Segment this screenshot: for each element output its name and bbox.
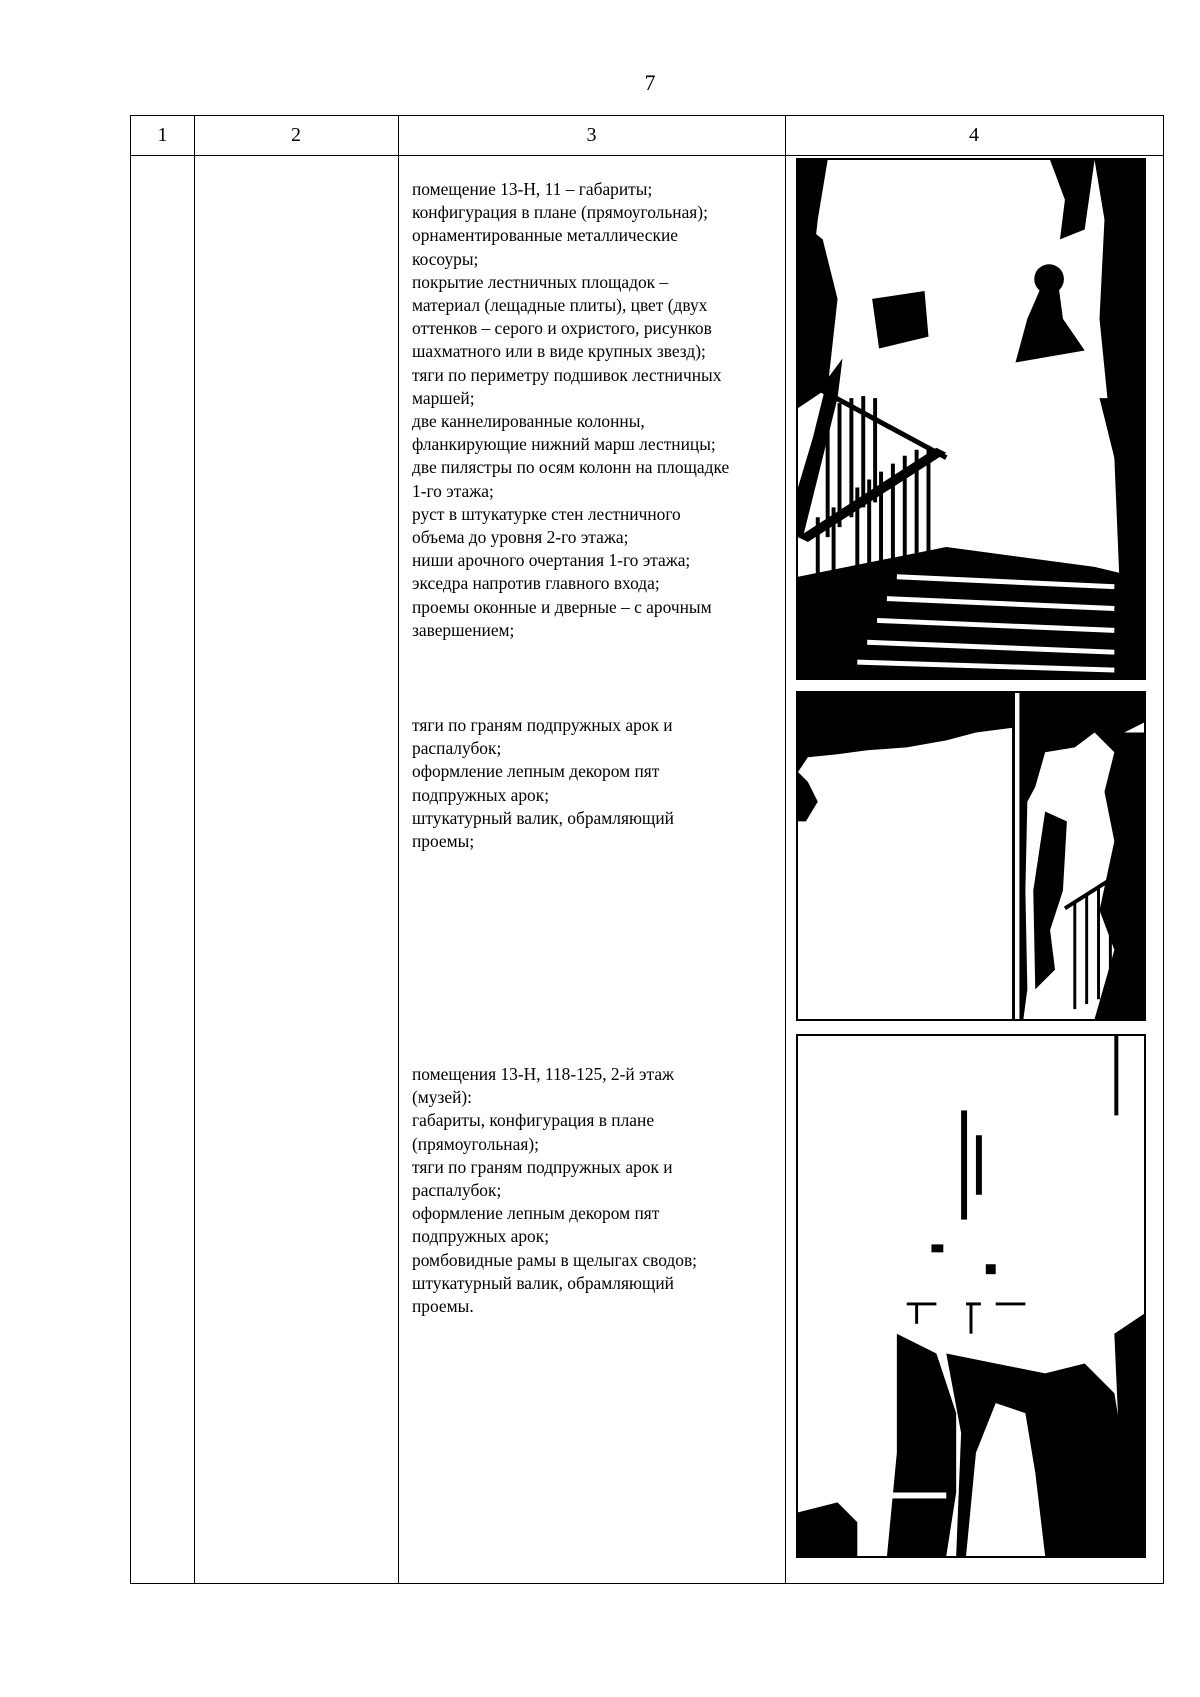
column-divider bbox=[194, 116, 195, 1583]
vault-photo bbox=[796, 691, 1146, 1021]
header-divider bbox=[131, 155, 1163, 156]
section-1-text bbox=[412, 178, 778, 642]
column-header-2: 2 bbox=[291, 124, 301, 146]
column-divider bbox=[398, 116, 399, 1583]
text-line: габариты, конфигурация в плане bbox=[412, 1110, 655, 1131]
text-line: покрытие лестничных площадок – bbox=[412, 271, 669, 292]
column-header-1: 1 bbox=[157, 124, 168, 146]
text-line: орнаментированные металлические bbox=[412, 225, 678, 246]
column-divider bbox=[785, 116, 786, 1583]
section-3-text bbox=[412, 1063, 778, 1318]
text-line: подпружных арок; bbox=[412, 1226, 550, 1247]
text-line: подпружных арок; bbox=[412, 784, 550, 805]
text-line: конфигурация в плане (прямоугольная); bbox=[412, 202, 708, 223]
text-line: проемы. bbox=[412, 1296, 474, 1317]
text-line: помещение 13-Н, 11 – габариты; bbox=[412, 179, 653, 199]
text-line: распалубок; bbox=[412, 738, 502, 759]
text-line: штукатурный валик, обрамляющий bbox=[412, 1272, 674, 1293]
text-line: тяги по граням подпружных арок и bbox=[412, 1156, 673, 1177]
text-line: помещения 13-Н, 118-125, 2-й этаж bbox=[412, 1064, 675, 1084]
text-line: руст в штукатурке стен лестничного bbox=[412, 503, 681, 524]
museum-room-photo-graphic bbox=[798, 1036, 1144, 1556]
section-2-text bbox=[412, 714, 778, 853]
text-line: ромбовидные рамы в щелыгах сводов; bbox=[412, 1249, 698, 1270]
text-line: оформление лепным декором пят bbox=[412, 1203, 660, 1224]
text-line: (прямоугольная); bbox=[412, 1133, 539, 1154]
text-line: две каннелированные колонны, bbox=[412, 411, 645, 432]
staircase-photo-graphic bbox=[798, 160, 1144, 678]
text-line: ниши арочного очертания 1-го этажа; bbox=[412, 550, 691, 571]
staircase-photo bbox=[796, 158, 1146, 680]
text-line: объема до уровня 2-го этажа; bbox=[412, 527, 629, 548]
text-line: (музей): bbox=[412, 1087, 473, 1108]
text-line: штукатурный валик, обрамляющий bbox=[412, 807, 674, 828]
text-line: две пилястры по осям колонн на площадке bbox=[412, 457, 730, 478]
text-line: косоуры; bbox=[412, 248, 479, 269]
text-line: фланкирующие нижний марш лестницы; bbox=[412, 434, 716, 455]
museum-room-photo bbox=[796, 1034, 1146, 1558]
text-line: завершением; bbox=[412, 619, 515, 640]
text-line: маршей; bbox=[412, 387, 475, 408]
text-line: проемы; bbox=[412, 831, 475, 852]
vault-photo-graphic bbox=[798, 693, 1144, 1019]
page-number: 7 bbox=[644, 70, 656, 95]
text-line: экседра напротив главного входа; bbox=[412, 573, 660, 594]
text-line: материал (лещадные плиты), цвет (двух bbox=[412, 295, 708, 316]
column-header-3: 3 bbox=[586, 124, 597, 146]
text-line: шахматного или в виде крупных звезд); bbox=[412, 341, 706, 362]
text-line: оформление лепным декором пят bbox=[412, 761, 660, 782]
text-line: проемы оконные и дверные – с арочным bbox=[412, 596, 712, 617]
text-line: 1-го этажа; bbox=[412, 480, 494, 501]
text-line: тяги по граням подпружных арок и bbox=[412, 715, 673, 735]
column-header-4: 4 bbox=[969, 124, 979, 146]
text-line: распалубок; bbox=[412, 1180, 502, 1201]
text-line: оттенков – серого и охристого, рисунков bbox=[412, 318, 712, 339]
text-line: тяги по периметру подшивок лестничных bbox=[412, 364, 722, 385]
